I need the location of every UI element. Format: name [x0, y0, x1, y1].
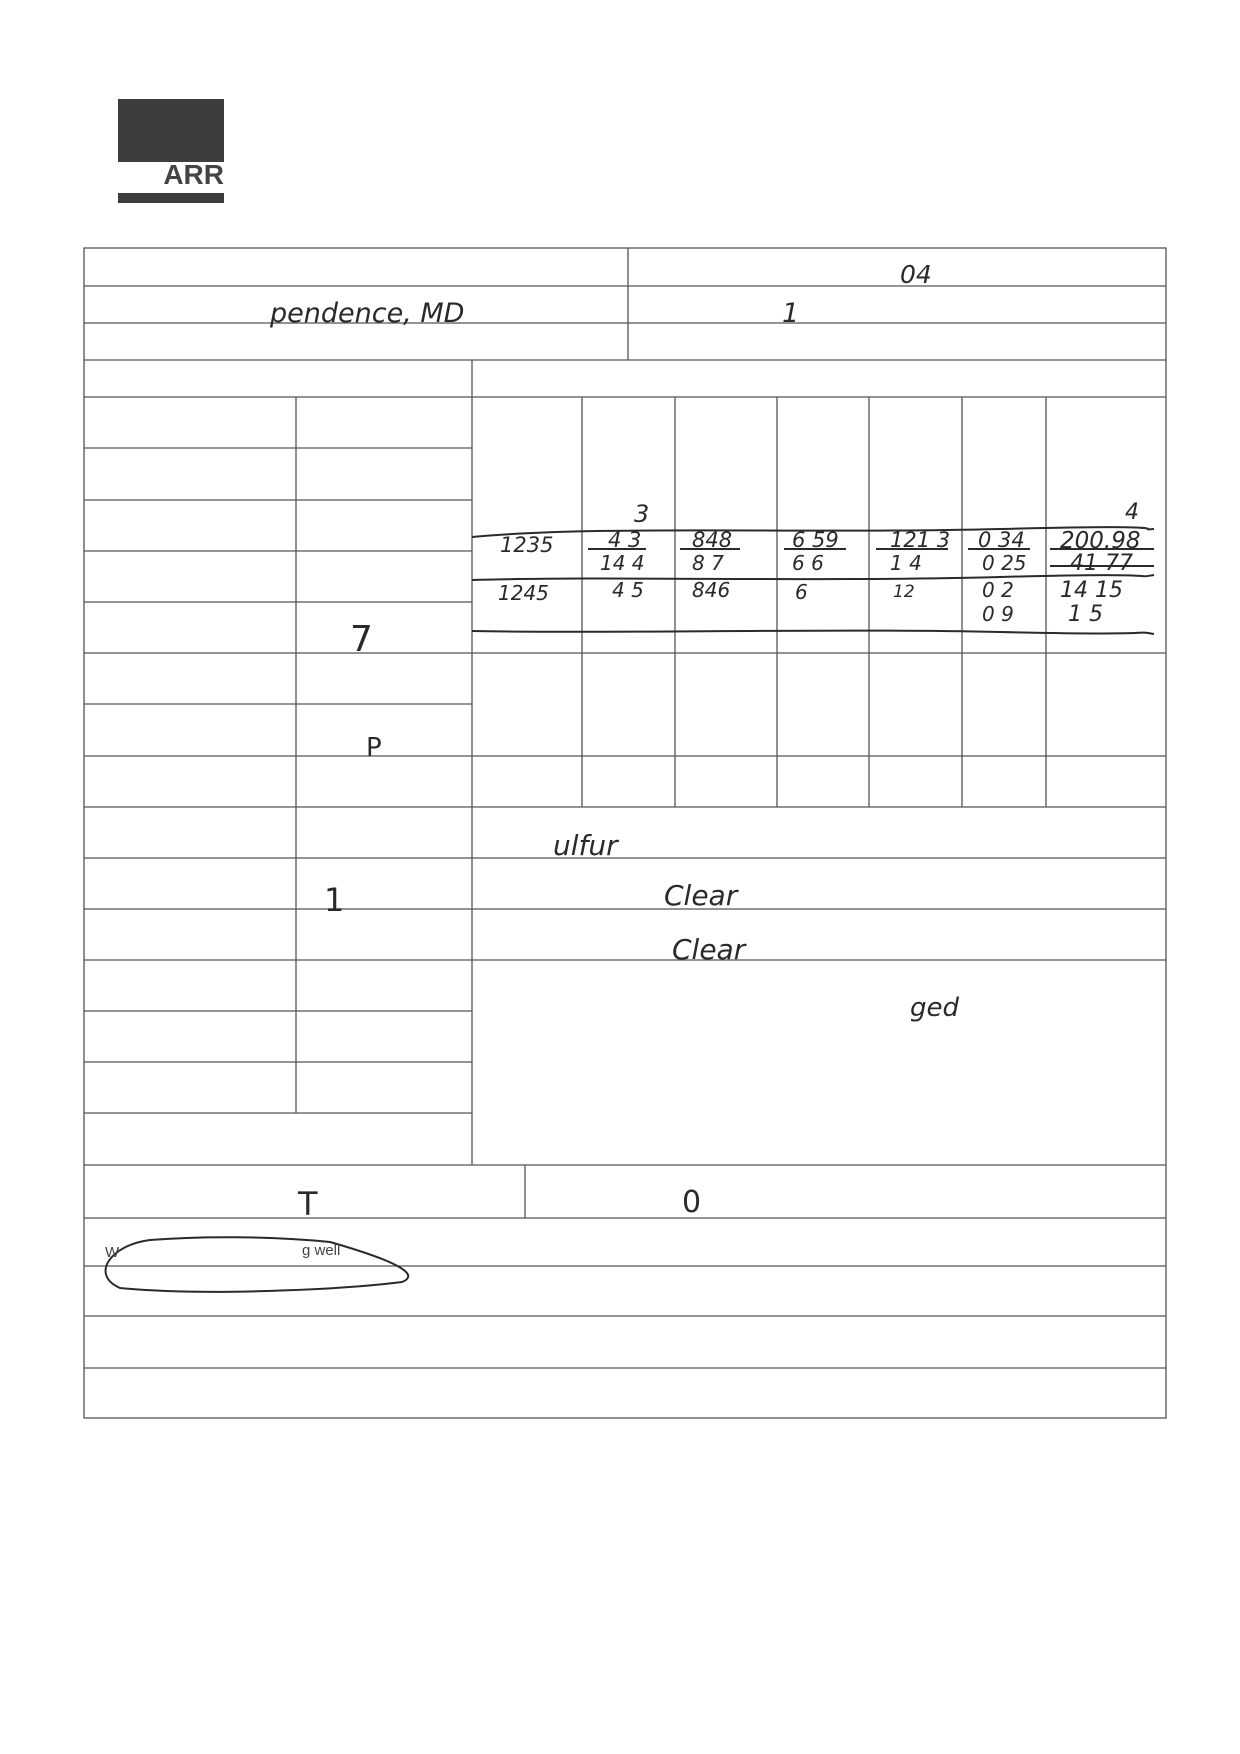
table-cell: 6 6: [792, 551, 824, 575]
table-cell: 0 2: [982, 578, 1014, 602]
footer-right-value: 0: [682, 1185, 702, 1220]
left-value-row7: P: [366, 733, 382, 763]
superscript-col7: 4: [1125, 500, 1139, 525]
table-cell: 12: [893, 582, 915, 602]
table-cell: 0 9: [982, 602, 1014, 626]
date-fragment: 04: [900, 260, 932, 289]
table-cell: 121 3: [890, 528, 951, 552]
table-cell: 0 34: [978, 528, 1025, 552]
table-cell: 846: [692, 578, 731, 602]
logo-text: ARR: [163, 159, 224, 190]
form-border: [84, 248, 1166, 1418]
left-value-row10: 1: [324, 881, 345, 919]
header-mark: 1: [782, 298, 800, 329]
table-cell: 41 77: [1070, 551, 1133, 576]
table-cell: 1235: [500, 533, 554, 557]
clarity-value: Clear: [672, 933, 746, 966]
color-value: Clear: [664, 879, 738, 912]
table-cell: 6 59: [792, 528, 839, 552]
table-cell: 4 3: [608, 528, 642, 552]
superscript-col2: 3: [634, 500, 650, 528]
handwritten-loop: [106, 1237, 409, 1292]
table-cell: 4 5: [612, 578, 644, 602]
table-cell: 14 15: [1060, 578, 1123, 603]
table-cell: 1245: [498, 581, 549, 605]
comment-start: W: [105, 1244, 120, 1261]
table-cell: 1 4: [890, 551, 922, 575]
table-cell: 6: [795, 580, 808, 604]
location-value: pendence, MD: [270, 298, 465, 329]
left-value-row5: 7: [350, 619, 373, 660]
table-cell: 848: [692, 528, 733, 552]
odor-value: ulfur: [553, 829, 618, 862]
table-cell: 0 25: [982, 551, 1027, 575]
footer-left-value: T: [298, 1185, 318, 1223]
table-cell: 14 4: [600, 551, 645, 575]
table-cell: 200.98: [1060, 528, 1141, 554]
comment-end: g well: [302, 1242, 341, 1259]
table-cell: 1 5: [1068, 602, 1103, 627]
note-value: ged: [910, 993, 960, 1023]
table-cell: 8 7: [692, 551, 724, 575]
